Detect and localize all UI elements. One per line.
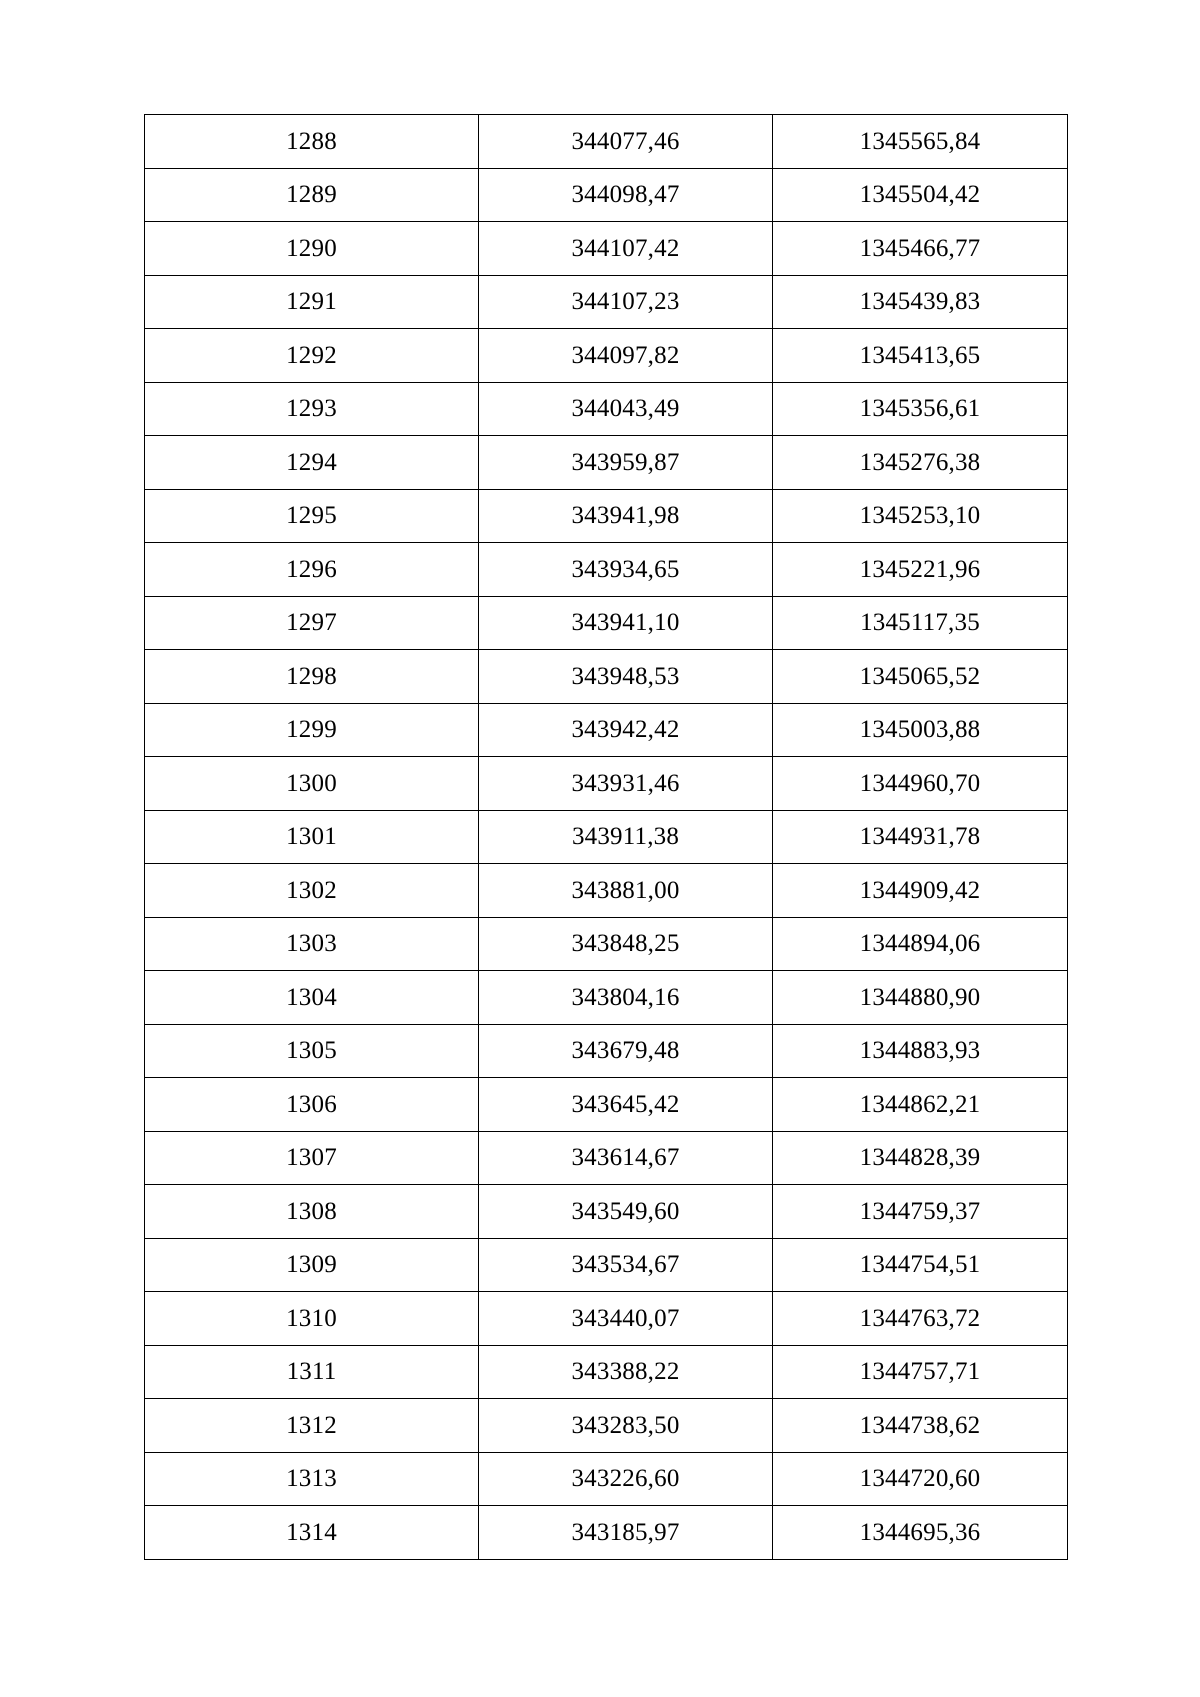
table-row (145, 1131, 1068, 1185)
x-coordinate-cell: 343941,10 (479, 596, 773, 650)
y-coordinate-cell: 1345253,10 (773, 489, 1068, 543)
x-coordinate-cell: 343931,46 (479, 757, 773, 811)
y-coordinate-cell: 1344828,39 (773, 1131, 1068, 1185)
point-number-cell: 1301 (145, 810, 479, 864)
x-coordinate-cell: 343881,00 (479, 864, 773, 918)
x-coordinate-cell: 343941,98 (479, 489, 773, 543)
y-coordinate-cell: 1344909,42 (773, 864, 1068, 918)
table-row (145, 1185, 1068, 1239)
x-coordinate-cell: 343645,42 (479, 1078, 773, 1132)
point-number-cell: 1299 (145, 703, 479, 757)
y-coordinate-cell: 1345439,83 (773, 275, 1068, 329)
y-coordinate-cell: 1345276,38 (773, 436, 1068, 490)
x-coordinate-cell: 344077,46 (479, 115, 773, 169)
table-row (145, 1345, 1068, 1399)
point-number-cell: 1304 (145, 971, 479, 1025)
x-coordinate-cell: 344107,23 (479, 275, 773, 329)
y-coordinate-cell: 1345221,96 (773, 543, 1068, 597)
table-row (145, 1238, 1068, 1292)
table-row (145, 1506, 1068, 1560)
table-row (145, 543, 1068, 597)
table-row (145, 489, 1068, 543)
x-coordinate-cell: 343804,16 (479, 971, 773, 1025)
point-number-cell: 1295 (145, 489, 479, 543)
x-coordinate-cell: 343388,22 (479, 1345, 773, 1399)
x-coordinate-cell: 343185,97 (479, 1506, 773, 1560)
x-coordinate-cell: 343440,07 (479, 1292, 773, 1346)
point-number-cell: 1306 (145, 1078, 479, 1132)
table-row (145, 1292, 1068, 1346)
y-coordinate-cell: 1345356,61 (773, 382, 1068, 436)
table-row (145, 382, 1068, 436)
point-number-cell: 1288 (145, 115, 479, 169)
y-coordinate-cell: 1345413,65 (773, 329, 1068, 383)
x-coordinate-cell: 343614,67 (479, 1131, 773, 1185)
table-row (145, 168, 1068, 222)
coordinates-table (144, 114, 1068, 1560)
table-row (145, 436, 1068, 490)
x-coordinate-cell: 343942,42 (479, 703, 773, 757)
y-coordinate-cell: 1345466,77 (773, 222, 1068, 276)
point-number-cell: 1296 (145, 543, 479, 597)
point-number-cell: 1313 (145, 1452, 479, 1506)
x-coordinate-cell: 343226,60 (479, 1452, 773, 1506)
table-row (145, 596, 1068, 650)
y-coordinate-cell: 1345003,88 (773, 703, 1068, 757)
point-number-cell: 1294 (145, 436, 479, 490)
y-coordinate-cell: 1344738,62 (773, 1399, 1068, 1453)
table-row (145, 864, 1068, 918)
x-coordinate-cell: 343911,38 (479, 810, 773, 864)
point-number-cell: 1310 (145, 1292, 479, 1346)
point-number-cell: 1289 (145, 168, 479, 222)
x-coordinate-cell: 343549,60 (479, 1185, 773, 1239)
table-row (145, 1024, 1068, 1078)
table-row (145, 650, 1068, 704)
y-coordinate-cell: 1344754,51 (773, 1238, 1068, 1292)
x-coordinate-cell: 343283,50 (479, 1399, 773, 1453)
coordinates-table-body (145, 115, 1068, 1560)
point-number-cell: 1309 (145, 1238, 479, 1292)
x-coordinate-cell: 343959,87 (479, 436, 773, 490)
table-row (145, 329, 1068, 383)
table-row (145, 1452, 1068, 1506)
y-coordinate-cell: 1344862,21 (773, 1078, 1068, 1132)
point-number-cell: 1307 (145, 1131, 479, 1185)
table-row (145, 917, 1068, 971)
y-coordinate-cell: 1344883,93 (773, 1024, 1068, 1078)
table-row (145, 757, 1068, 811)
y-coordinate-cell: 1344960,70 (773, 757, 1068, 811)
point-number-cell: 1314 (145, 1506, 479, 1560)
y-coordinate-cell: 1345504,42 (773, 168, 1068, 222)
table-row (145, 115, 1068, 169)
point-number-cell: 1308 (145, 1185, 479, 1239)
x-coordinate-cell: 344043,49 (479, 382, 773, 436)
point-number-cell: 1291 (145, 275, 479, 329)
table-row (145, 703, 1068, 757)
point-number-cell: 1305 (145, 1024, 479, 1078)
point-number-cell: 1290 (145, 222, 479, 276)
x-coordinate-cell: 343934,65 (479, 543, 773, 597)
point-number-cell: 1312 (145, 1399, 479, 1453)
y-coordinate-cell: 1345117,35 (773, 596, 1068, 650)
table-row (145, 810, 1068, 864)
y-coordinate-cell: 1345565,84 (773, 115, 1068, 169)
table-row (145, 1399, 1068, 1453)
x-coordinate-cell: 343679,48 (479, 1024, 773, 1078)
x-coordinate-cell: 344098,47 (479, 168, 773, 222)
point-number-cell: 1297 (145, 596, 479, 650)
y-coordinate-cell: 1344695,36 (773, 1506, 1068, 1560)
y-coordinate-cell: 1344880,90 (773, 971, 1068, 1025)
point-number-cell: 1303 (145, 917, 479, 971)
x-coordinate-cell: 344097,82 (479, 329, 773, 383)
x-coordinate-cell: 343948,53 (479, 650, 773, 704)
x-coordinate-cell: 344107,42 (479, 222, 773, 276)
point-number-cell: 1302 (145, 864, 479, 918)
x-coordinate-cell: 343534,67 (479, 1238, 773, 1292)
point-number-cell: 1300 (145, 757, 479, 811)
y-coordinate-cell: 1345065,52 (773, 650, 1068, 704)
table-row (145, 275, 1068, 329)
table-row (145, 971, 1068, 1025)
y-coordinate-cell: 1344894,06 (773, 917, 1068, 971)
point-number-cell: 1292 (145, 329, 479, 383)
point-number-cell: 1311 (145, 1345, 479, 1399)
y-coordinate-cell: 1344759,37 (773, 1185, 1068, 1239)
y-coordinate-cell: 1344763,72 (773, 1292, 1068, 1346)
y-coordinate-cell: 1344931,78 (773, 810, 1068, 864)
point-number-cell: 1298 (145, 650, 479, 704)
table-row (145, 222, 1068, 276)
y-coordinate-cell: 1344757,71 (773, 1345, 1068, 1399)
x-coordinate-cell: 343848,25 (479, 917, 773, 971)
point-number-cell: 1293 (145, 382, 479, 436)
y-coordinate-cell: 1344720,60 (773, 1452, 1068, 1506)
table-row (145, 1078, 1068, 1132)
